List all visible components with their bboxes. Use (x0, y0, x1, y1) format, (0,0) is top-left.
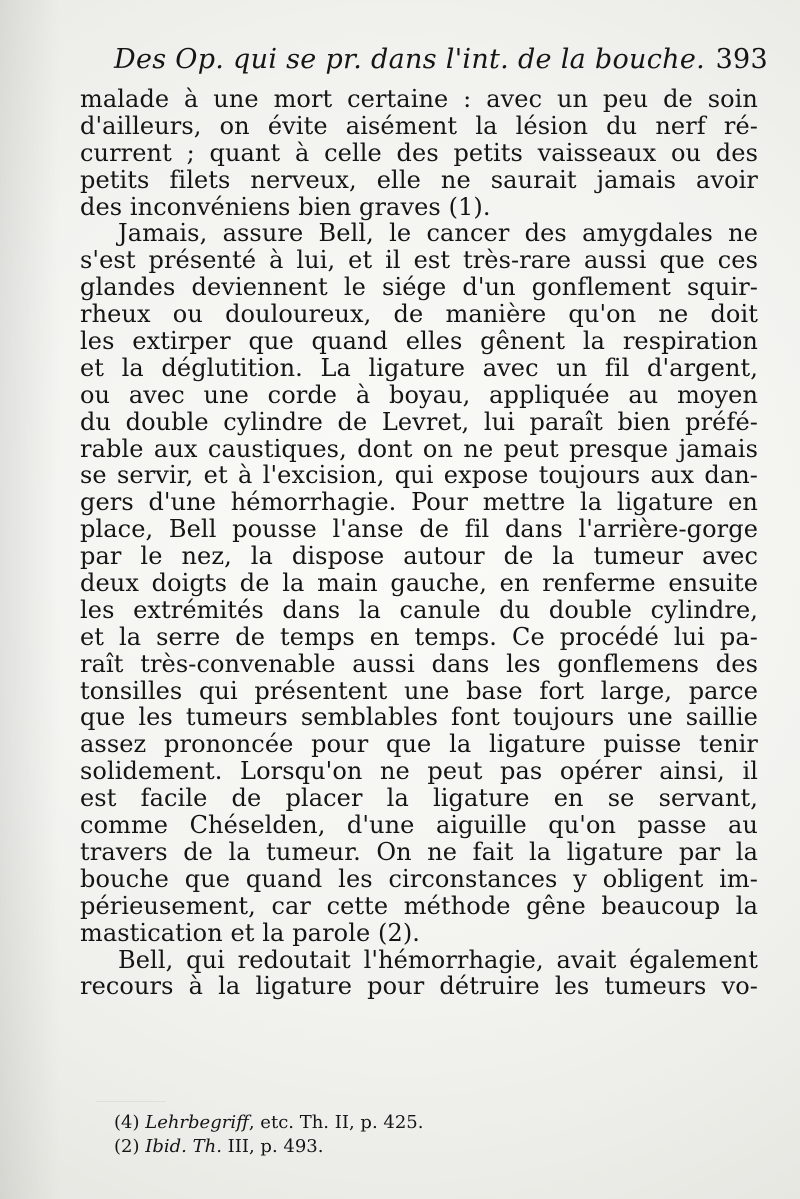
text-line: se servir, et à l'excision, qui expose toujours aux dan- (80, 461, 758, 490)
text-line: et la déglutition. La ligature avec un fil d'argent, (80, 353, 758, 382)
text-line: Bell, qui redoutait l'hémorrhagie, avait également (118, 945, 758, 974)
text-line: deux doigts de la main gauche, en renferme ensuite (80, 569, 758, 598)
text-line: current ; quant à celle des petits vaisseaux ou des (80, 138, 758, 167)
text-line: bouche que quand les circonstances y obligent im- (80, 864, 758, 893)
footnote (114, 1111, 614, 1135)
text-line: périeusement, car cette méthode gêne beaucoup la (80, 891, 758, 920)
body-text (80, 86, 758, 1000)
text-line: raît très-convenable aussi dans les gonflemens des (80, 649, 758, 678)
text-line: d'ailleurs, on évite aisément la lésion du nerf ré- (80, 111, 758, 140)
text-line: mastication et la parole (2). (80, 918, 421, 947)
page-gutter-shadow (0, 0, 60, 1199)
text-line: tonsilles qui présentent une base fort large, parce (80, 676, 758, 705)
text-line: travers de la tumeur. On ne fait la ligature par la (80, 837, 758, 866)
page-number: 393 (715, 44, 768, 75)
footnote-separator (96, 1101, 166, 1102)
text-line: assez prononcée pour que la ligature puisse tenir (80, 730, 758, 759)
text-line: rheux ou douloureux, de manière qu'on ne doit (80, 300, 758, 329)
text-line: Jamais, assure Bell, le cancer des amygdales ne (118, 219, 758, 248)
text-line: place, Bell pousse l'anse de fil dans l'arrière-gorge (80, 515, 758, 544)
text-line: petits filets nerveux, elle ne saurait jamais avoir (80, 165, 758, 194)
text-line: par le nez, la dispose autour de la tumeur avec (80, 542, 758, 571)
footnote-marker: (2) (114, 1136, 140, 1157)
footnote-work-title: Ibid. Th. (145, 1136, 222, 1157)
footnote (114, 1135, 614, 1159)
text-line: des inconvéniens bien graves (1). (80, 192, 491, 221)
footnote-marker: (4) (114, 1112, 140, 1133)
running-head-title: Des Op. qui se pr. dans l'int. de la bouche. (114, 44, 706, 75)
text-line: rable aux caustiques, dont on ne peut presque jamais (80, 434, 758, 463)
footnote-work-title: Lehrbegriff (145, 1112, 249, 1133)
text-line: recours à la ligature pour détruire les tumeurs vo- (80, 972, 758, 1001)
footnote-reference: , etc. Th. II, p. 425. (248, 1112, 424, 1133)
text-line: comme Chéselden, d'une aiguille qu'on passe au (80, 811, 758, 840)
text-line: les extrémités dans la canule du double cylindre, (80, 595, 758, 624)
text-line: glandes deviennent le siége d'un gonflement squir- (80, 273, 758, 302)
text-line: malade à une mort certaine : avec un peu de soin (80, 85, 758, 113)
text-line: solidement. Lorsqu'on ne peut pas opérer ainsi, il (80, 757, 758, 786)
text-line: du double cylindre de Levret, lui paraît bien préfé- (80, 407, 758, 436)
text-line: et la serre de temps en temps. Ce procédé lui pa- (80, 622, 758, 651)
text-line: que les tumeurs semblables font toujours une saillie (80, 703, 758, 732)
running-header (114, 38, 768, 82)
text-line: gers d'une hémorrhagie. Pour mettre la ligature en (80, 488, 758, 517)
text-line: est facile de placer la ligature en se servant, (80, 784, 758, 813)
text-line: ou avec une corde à boyau, appliquée au moyen (80, 380, 758, 409)
footnotes (114, 1111, 614, 1159)
text-line: les extirper que quand elles gênent la respiration (80, 327, 758, 356)
footnote-reference: III, p. 493. (221, 1136, 324, 1157)
text-line: s'est présenté à lui, et il est très-rare aussi que ces (80, 246, 758, 275)
